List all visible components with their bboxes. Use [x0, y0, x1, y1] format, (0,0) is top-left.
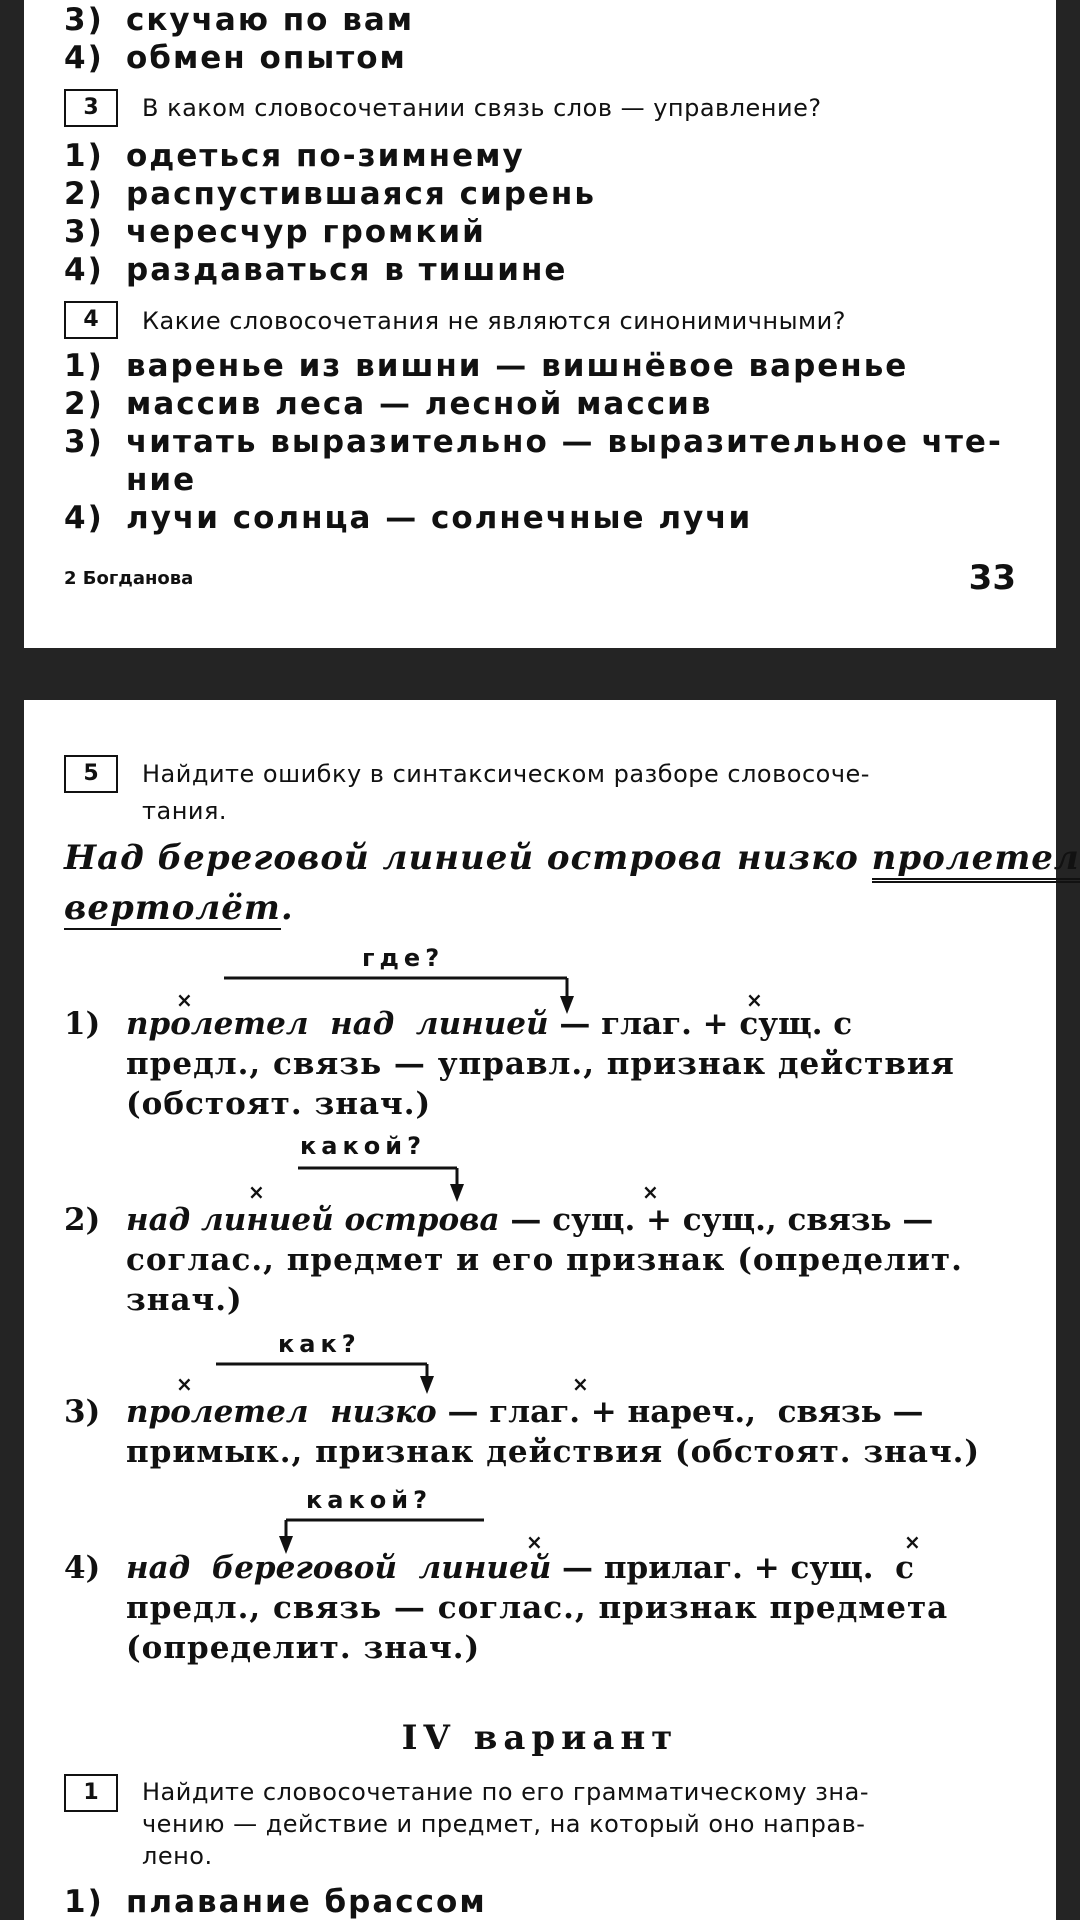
q3-option-2: 2) распустившаяся сирень [64, 176, 596, 212]
question-number-box: 4 [64, 301, 118, 339]
cross-mark: × [176, 988, 193, 1012]
q3-option-4: 4) раздаваться в тишине [64, 252, 568, 288]
q4-option-3-continued: ние [126, 462, 197, 498]
answer-2-line-3: знач.) [126, 1282, 243, 1318]
question-number-box: 5 [64, 755, 118, 793]
cross-mark: × [176, 1372, 193, 1396]
question-word: какой? [306, 1486, 432, 1514]
variant-heading: IV вариант [401, 1718, 679, 1758]
q4-option-3: 3) читать выразительно — выразительное чте- [64, 424, 1003, 460]
page-34 [24, 700, 1080, 1920]
answer-2-line-2: соглас., предмет и его признак (определит. [126, 1242, 963, 1278]
answer-1: 1) пролетел над линией — глаг. + сущ. с [64, 1006, 853, 1042]
page-number: 33 [968, 558, 1016, 598]
answer-1-line-2: предл., связь — управл., признак действия [126, 1046, 955, 1082]
question-text-line-2: тания. [142, 797, 228, 825]
question-text-line-2: чению — действие и предмет, на который оно направ- [142, 1810, 866, 1838]
cross-mark: × [526, 1530, 543, 1554]
question-text-line-3: лено. [142, 1842, 213, 1870]
question-number-box: 1 [64, 1774, 118, 1812]
answer-4: 4) над береговой линией — прилаг. + сущ. с [64, 1550, 915, 1586]
cross-mark: × [746, 988, 763, 1012]
q3-option-1: 1) одеться по-зимнему [64, 138, 525, 174]
cross-mark: × [904, 1530, 921, 1554]
answer-3: 3) пролетел низко — глаг. + нареч., связь — [64, 1394, 924, 1430]
cross-mark: × [248, 1180, 265, 1204]
q2-option-4: 4) обмен опытом [64, 40, 407, 76]
cross-mark: × [642, 1180, 659, 1204]
answer-1-line-3: (обстоят. знач.) [126, 1086, 432, 1122]
question-text: Какие словосочетания не являются синонимичными? [142, 307, 846, 335]
q4-option-4: 4) лучи солнца — солнечные лучи [64, 500, 753, 536]
q4-option-2: 2) массив леса — лесной массив [64, 386, 713, 422]
question-number-box: 3 [64, 89, 118, 127]
cross-mark: × [572, 1372, 589, 1396]
question-word: где? [362, 944, 445, 972]
answer-4-line-2: предл., связь — соглас., признак предмета [126, 1590, 949, 1626]
answer-2: 2) над линией острова — сущ. + сущ., связь — [64, 1202, 934, 1238]
question-text-line-1: Найдите словосочетание по его грамматическому зна- [142, 1778, 869, 1806]
q4-option-1: 1) варенье из вишни — вишнёвое варенье [64, 348, 909, 384]
answer-4-line-3: (определит. знач.) [126, 1630, 481, 1666]
footer-signature: 2 Богданова [64, 568, 194, 589]
predicate: пролетел [872, 838, 1080, 883]
subject: вертолёт [64, 888, 281, 928]
question-text: В каком словосочетании связь слов — управление? [142, 94, 822, 122]
q3-option-3: 3) чересчур громкий [64, 214, 486, 250]
v4q1-option-1: 1) плавание брассом [64, 1884, 487, 1920]
answer-3-line-2: примык., признак действия (обстоят. знач.) [126, 1434, 981, 1470]
example-sentence: Над береговой линией острова низко пролетел [64, 838, 1080, 878]
question-word: как? [278, 1330, 361, 1358]
page-33 [24, 0, 1056, 648]
question-word: какой? [300, 1132, 426, 1160]
example-sentence-line-2: вертолёт. [64, 888, 294, 928]
question-text-line-1: Найдите ошибку в синтаксическом разборе словосоче- [142, 760, 870, 788]
q2-option-3: 3) скучаю по вам [64, 2, 415, 38]
